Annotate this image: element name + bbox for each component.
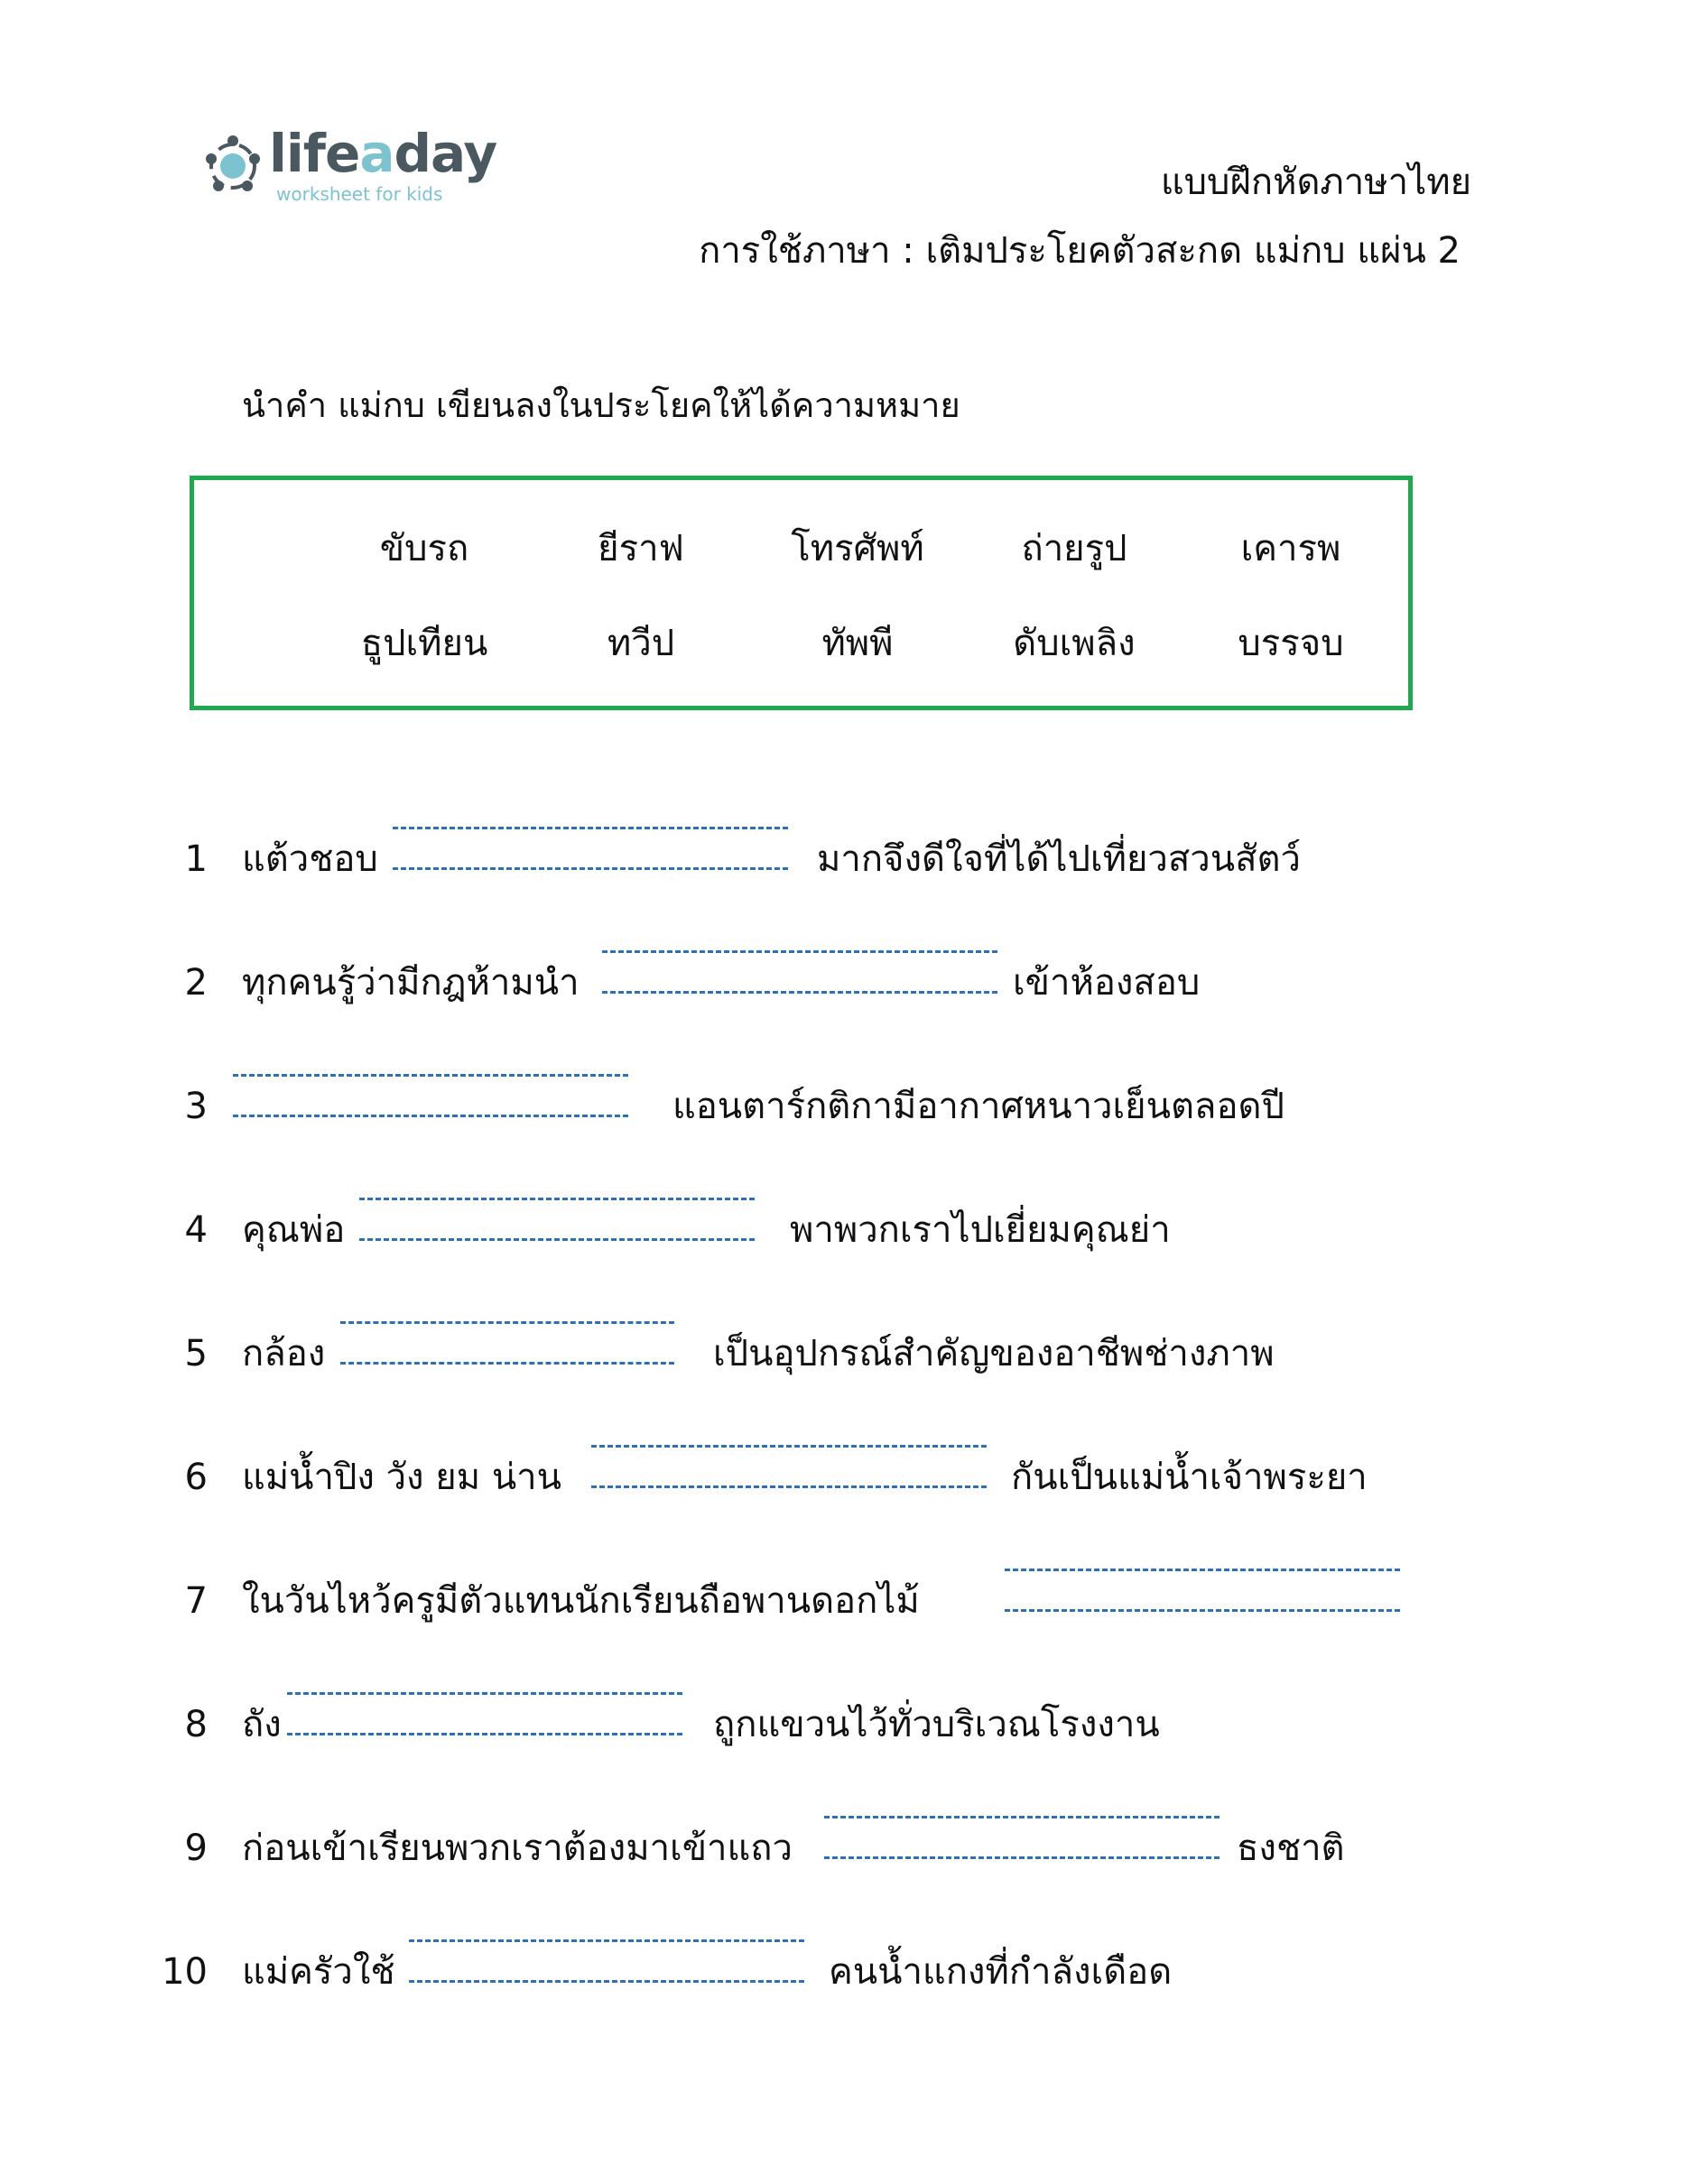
question-text-before: กล้อง [242,1333,326,1374]
answer-blank[interactable] [1005,1569,1400,1612]
question-number: 3 [184,1086,208,1127]
question-number: 4 [184,1209,208,1251]
answer-blank[interactable] [340,1321,674,1365]
logo [199,123,497,209]
question-9 [0,1808,1688,1889]
question-text-before: แม่น้ำปิง วัง ยม น่าน [242,1457,561,1498]
word-bank-item: ทวีป [607,623,675,664]
answer-blank[interactable] [824,1816,1220,1859]
question-text-before: แม่ครัวใช้ [242,1951,395,1993]
question-text-after: กันเป็นแม่น้ำเจ้าพระยา [1011,1457,1368,1498]
word-bank-box [190,476,1413,710]
question-number: 1 [184,838,208,880]
logo-wordmark: lifeaday [269,123,497,184]
page-title: แบบฝึกหัดภาษาไทย [1160,162,1471,203]
question-number: 7 [184,1580,208,1622]
question-number: 9 [184,1828,208,1869]
word-bank-item: ถ่ายรูป [1021,528,1127,569]
answer-blank[interactable] [233,1074,628,1117]
question-number: 5 [184,1333,208,1374]
question-number: 8 [184,1704,208,1745]
question-text-before: ทุกคนรู้ว่ามีกฎห้ามนำ [242,962,580,1004]
question-text-after: ธงชาติ [1237,1828,1345,1869]
question-7 [0,1560,1688,1642]
word-bank-item: ธูปเทียน [360,623,488,664]
page-subtitle: การใช้ภาษา : เติมประโยคตัวสะกด แม่กบ แผ่น 2 [699,230,1461,272]
question-text-after: มากจึงดีใจที่ได้ไปเที่ยวสวนสัตว์ [817,838,1301,880]
answer-blank[interactable] [591,1445,987,1488]
question-number: 6 [184,1457,208,1498]
question-5 [0,1313,1688,1394]
question-4 [0,1189,1688,1271]
question-text-before: ถัง [242,1704,282,1745]
question-text-before: คุณพ่อ [242,1209,346,1251]
question-8 [0,1684,1688,1765]
word-bank-item: ยีราฟ [598,528,684,569]
logo-mark-icon [199,132,267,200]
answer-blank[interactable] [393,827,788,870]
answer-blank[interactable] [409,1939,804,1983]
question-2 [0,942,1688,1023]
question-text-after: คนน้ำแกงที่กำลังเดือด [829,1951,1173,1993]
question-number: 10 [162,1951,208,1993]
question-number: 2 [184,962,208,1004]
question-text-after: แอนตาร์กติกามีอากาศหนาวเย็นตลอดปี [672,1086,1285,1127]
answer-blank[interactable] [359,1198,755,1241]
question-text-after: พาพวกเราไปเยี่ยมคุณย่า [790,1209,1171,1251]
logo-tagline: worksheet for kids [276,183,443,205]
question-text-before: ในวันไหว้ครูมีตัวแทนนักเรียนถือพานดอกไม้ [242,1580,920,1622]
word-bank-item: ดับเพลิง [1013,623,1136,664]
answer-blank[interactable] [602,950,997,994]
question-3 [0,1066,1688,1147]
word-bank-item: ทัพพี [821,623,894,664]
question-1 [0,819,1688,900]
question-text-before: ก่อนเข้าเรียนพวกเราต้องมาเข้าแถว [242,1828,793,1869]
word-bank-item: เคารพ [1240,528,1341,569]
question-text-before: แต้วชอบ [242,838,378,880]
answer-blank[interactable] [287,1692,682,1735]
question-6 [0,1437,1688,1518]
word-bank-item: บรรจบ [1238,623,1344,664]
question-text-after: เป็นอุปกรณ์สำคัญของอาชีพช่างภาพ [713,1333,1275,1374]
instruction-text: นำคำ แม่กบ เขียนลงในประโยคให้ได้ความหมาย [242,385,960,425]
question-text-after: ถูกแขวนไว้ทั่วบริเวณโรงงาน [713,1704,1160,1745]
question-text-after: เข้าห้องสอบ [1013,962,1201,1004]
question-10 [0,1931,1688,2013]
word-bank-item: โทรศัพท์ [791,528,924,569]
word-bank-item: ขับรถ [379,528,469,569]
